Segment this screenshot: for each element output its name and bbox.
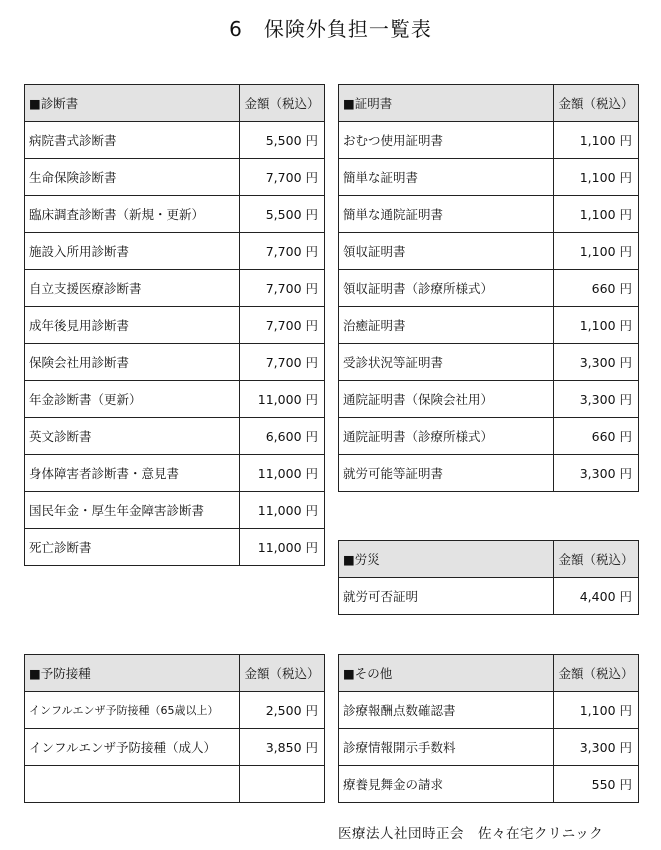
item-amount: 1,100 円 — [554, 159, 639, 196]
item-name: おむつ使用証明書 — [339, 122, 554, 159]
item-name: 簡単な証明書 — [339, 159, 554, 196]
table-row — [339, 578, 639, 615]
item-amount: 3,850 円 — [240, 729, 325, 766]
table-row — [25, 692, 325, 729]
item-name: インフルエンザ予防接種（成人） — [25, 729, 240, 766]
item-amount: 5,500 円 — [240, 122, 325, 159]
table-row — [339, 766, 639, 803]
item-amount: 1,100 円 — [554, 307, 639, 344]
item-amount: 5,500 円 — [240, 196, 325, 233]
amount-header: 金額（税込） — [554, 541, 639, 578]
item-name: 病院書式診断書 — [25, 122, 240, 159]
item-amount: 1,100 円 — [554, 122, 639, 159]
table-row — [25, 233, 325, 270]
item-name: 英文診断書 — [25, 418, 240, 455]
item-name: 年金診断書（更新） — [25, 381, 240, 418]
item-name: 死亡診断書 — [25, 529, 240, 566]
item-amount: 7,700 円 — [240, 159, 325, 196]
section-header: ■証明書 — [339, 85, 554, 122]
item-amount: 2,500 円 — [240, 692, 325, 729]
table-header-row — [25, 85, 325, 122]
page-title: 6 保険外負担一覧表 — [229, 17, 432, 41]
table-row — [339, 122, 639, 159]
empty-cell — [240, 766, 325, 803]
item-amount: 7,700 円 — [240, 307, 325, 344]
item-amount: 4,400 円 — [554, 578, 639, 615]
item-name: 通院証明書（保険会社用） — [339, 381, 554, 418]
sonota-table — [338, 654, 639, 803]
section-header: ■予防接種 — [25, 655, 240, 692]
table-header-row — [339, 655, 639, 692]
table-row — [339, 233, 639, 270]
item-amount: 7,700 円 — [240, 270, 325, 307]
item-name: 成年後見用診断書 — [25, 307, 240, 344]
amount-header: 金額（税込） — [554, 655, 639, 692]
item-amount: 1,100 円 — [554, 692, 639, 729]
table-header-row — [339, 85, 639, 122]
yobou-table — [24, 654, 325, 803]
item-amount: 1,100 円 — [554, 233, 639, 270]
table-row — [25, 159, 325, 196]
table-row — [25, 729, 325, 766]
item-amount: 7,700 円 — [240, 233, 325, 270]
clinic-name: 医療法人社団時正会 佐々在宅クリニック — [338, 826, 604, 842]
empty-cell — [25, 766, 240, 803]
item-name: 領収証明書（診療所様式） — [339, 270, 554, 307]
table-row — [339, 159, 639, 196]
item-amount: 6,600 円 — [240, 418, 325, 455]
table-row — [25, 381, 325, 418]
item-name: 自立支援医療診断書 — [25, 270, 240, 307]
section-header: ■その他 — [339, 655, 554, 692]
item-name: 保険会社用診断書 — [25, 344, 240, 381]
shomeisho-table — [338, 84, 639, 492]
table-row — [25, 455, 325, 492]
item-name: 身体障害者診断書・意見書 — [25, 455, 240, 492]
table-row — [339, 196, 639, 233]
table-row — [25, 492, 325, 529]
table-row — [339, 307, 639, 344]
item-amount: 1,100 円 — [554, 196, 639, 233]
item-amount: 11,000 円 — [240, 381, 325, 418]
item-amount: 7,700 円 — [240, 344, 325, 381]
table-header-row — [339, 541, 639, 578]
item-amount: 3,300 円 — [554, 455, 639, 492]
table-row — [339, 729, 639, 766]
section-header: ■診断書 — [25, 85, 240, 122]
table-row — [339, 270, 639, 307]
item-name: インフルエンザ予防接種（65歳以上） — [25, 692, 240, 729]
item-name: 国民年金・厚生年金障害診断書 — [25, 492, 240, 529]
item-name: 診療情報開示手数料 — [339, 729, 554, 766]
table-row — [339, 418, 639, 455]
item-amount: 11,000 円 — [240, 529, 325, 566]
item-name: 療養見舞金の請求 — [339, 766, 554, 803]
table-row — [25, 196, 325, 233]
item-name: 通院証明書（診療所様式） — [339, 418, 554, 455]
item-amount: 11,000 円 — [240, 492, 325, 529]
table-row — [339, 381, 639, 418]
item-name: 施設入所用診断書 — [25, 233, 240, 270]
table-row — [339, 692, 639, 729]
item-amount: 660 円 — [554, 418, 639, 455]
item-amount: 3,300 円 — [554, 344, 639, 381]
shindansho-table — [24, 84, 325, 566]
item-amount: 660 円 — [554, 270, 639, 307]
table-row — [25, 418, 325, 455]
table-row — [339, 344, 639, 381]
item-amount: 3,300 円 — [554, 729, 639, 766]
amount-header: 金額（税込） — [554, 85, 639, 122]
amount-header: 金額（税込） — [240, 655, 325, 692]
item-name: 治癒証明書 — [339, 307, 554, 344]
item-name: 生命保険診断書 — [25, 159, 240, 196]
item-name: 臨床調査診断書（新規・更新） — [25, 196, 240, 233]
section-header: ■労災 — [339, 541, 554, 578]
table-row — [25, 529, 325, 566]
table-header-row — [25, 655, 325, 692]
item-name: 就労可否証明 — [339, 578, 554, 615]
table-row — [25, 766, 325, 803]
table-row — [25, 307, 325, 344]
amount-header: 金額（税込） — [240, 85, 325, 122]
item-name: 診療報酬点数確認書 — [339, 692, 554, 729]
table-row — [25, 344, 325, 381]
item-name: 受診状況等証明書 — [339, 344, 554, 381]
item-amount: 11,000 円 — [240, 455, 325, 492]
item-name: 就労可能等証明書 — [339, 455, 554, 492]
table-row — [25, 122, 325, 159]
rousai-table — [338, 540, 639, 615]
item-amount: 550 円 — [554, 766, 639, 803]
item-name: 簡単な通院証明書 — [339, 196, 554, 233]
table-row — [339, 455, 639, 492]
item-amount: 3,300 円 — [554, 381, 639, 418]
table-row — [25, 270, 325, 307]
item-name: 領収証明書 — [339, 233, 554, 270]
